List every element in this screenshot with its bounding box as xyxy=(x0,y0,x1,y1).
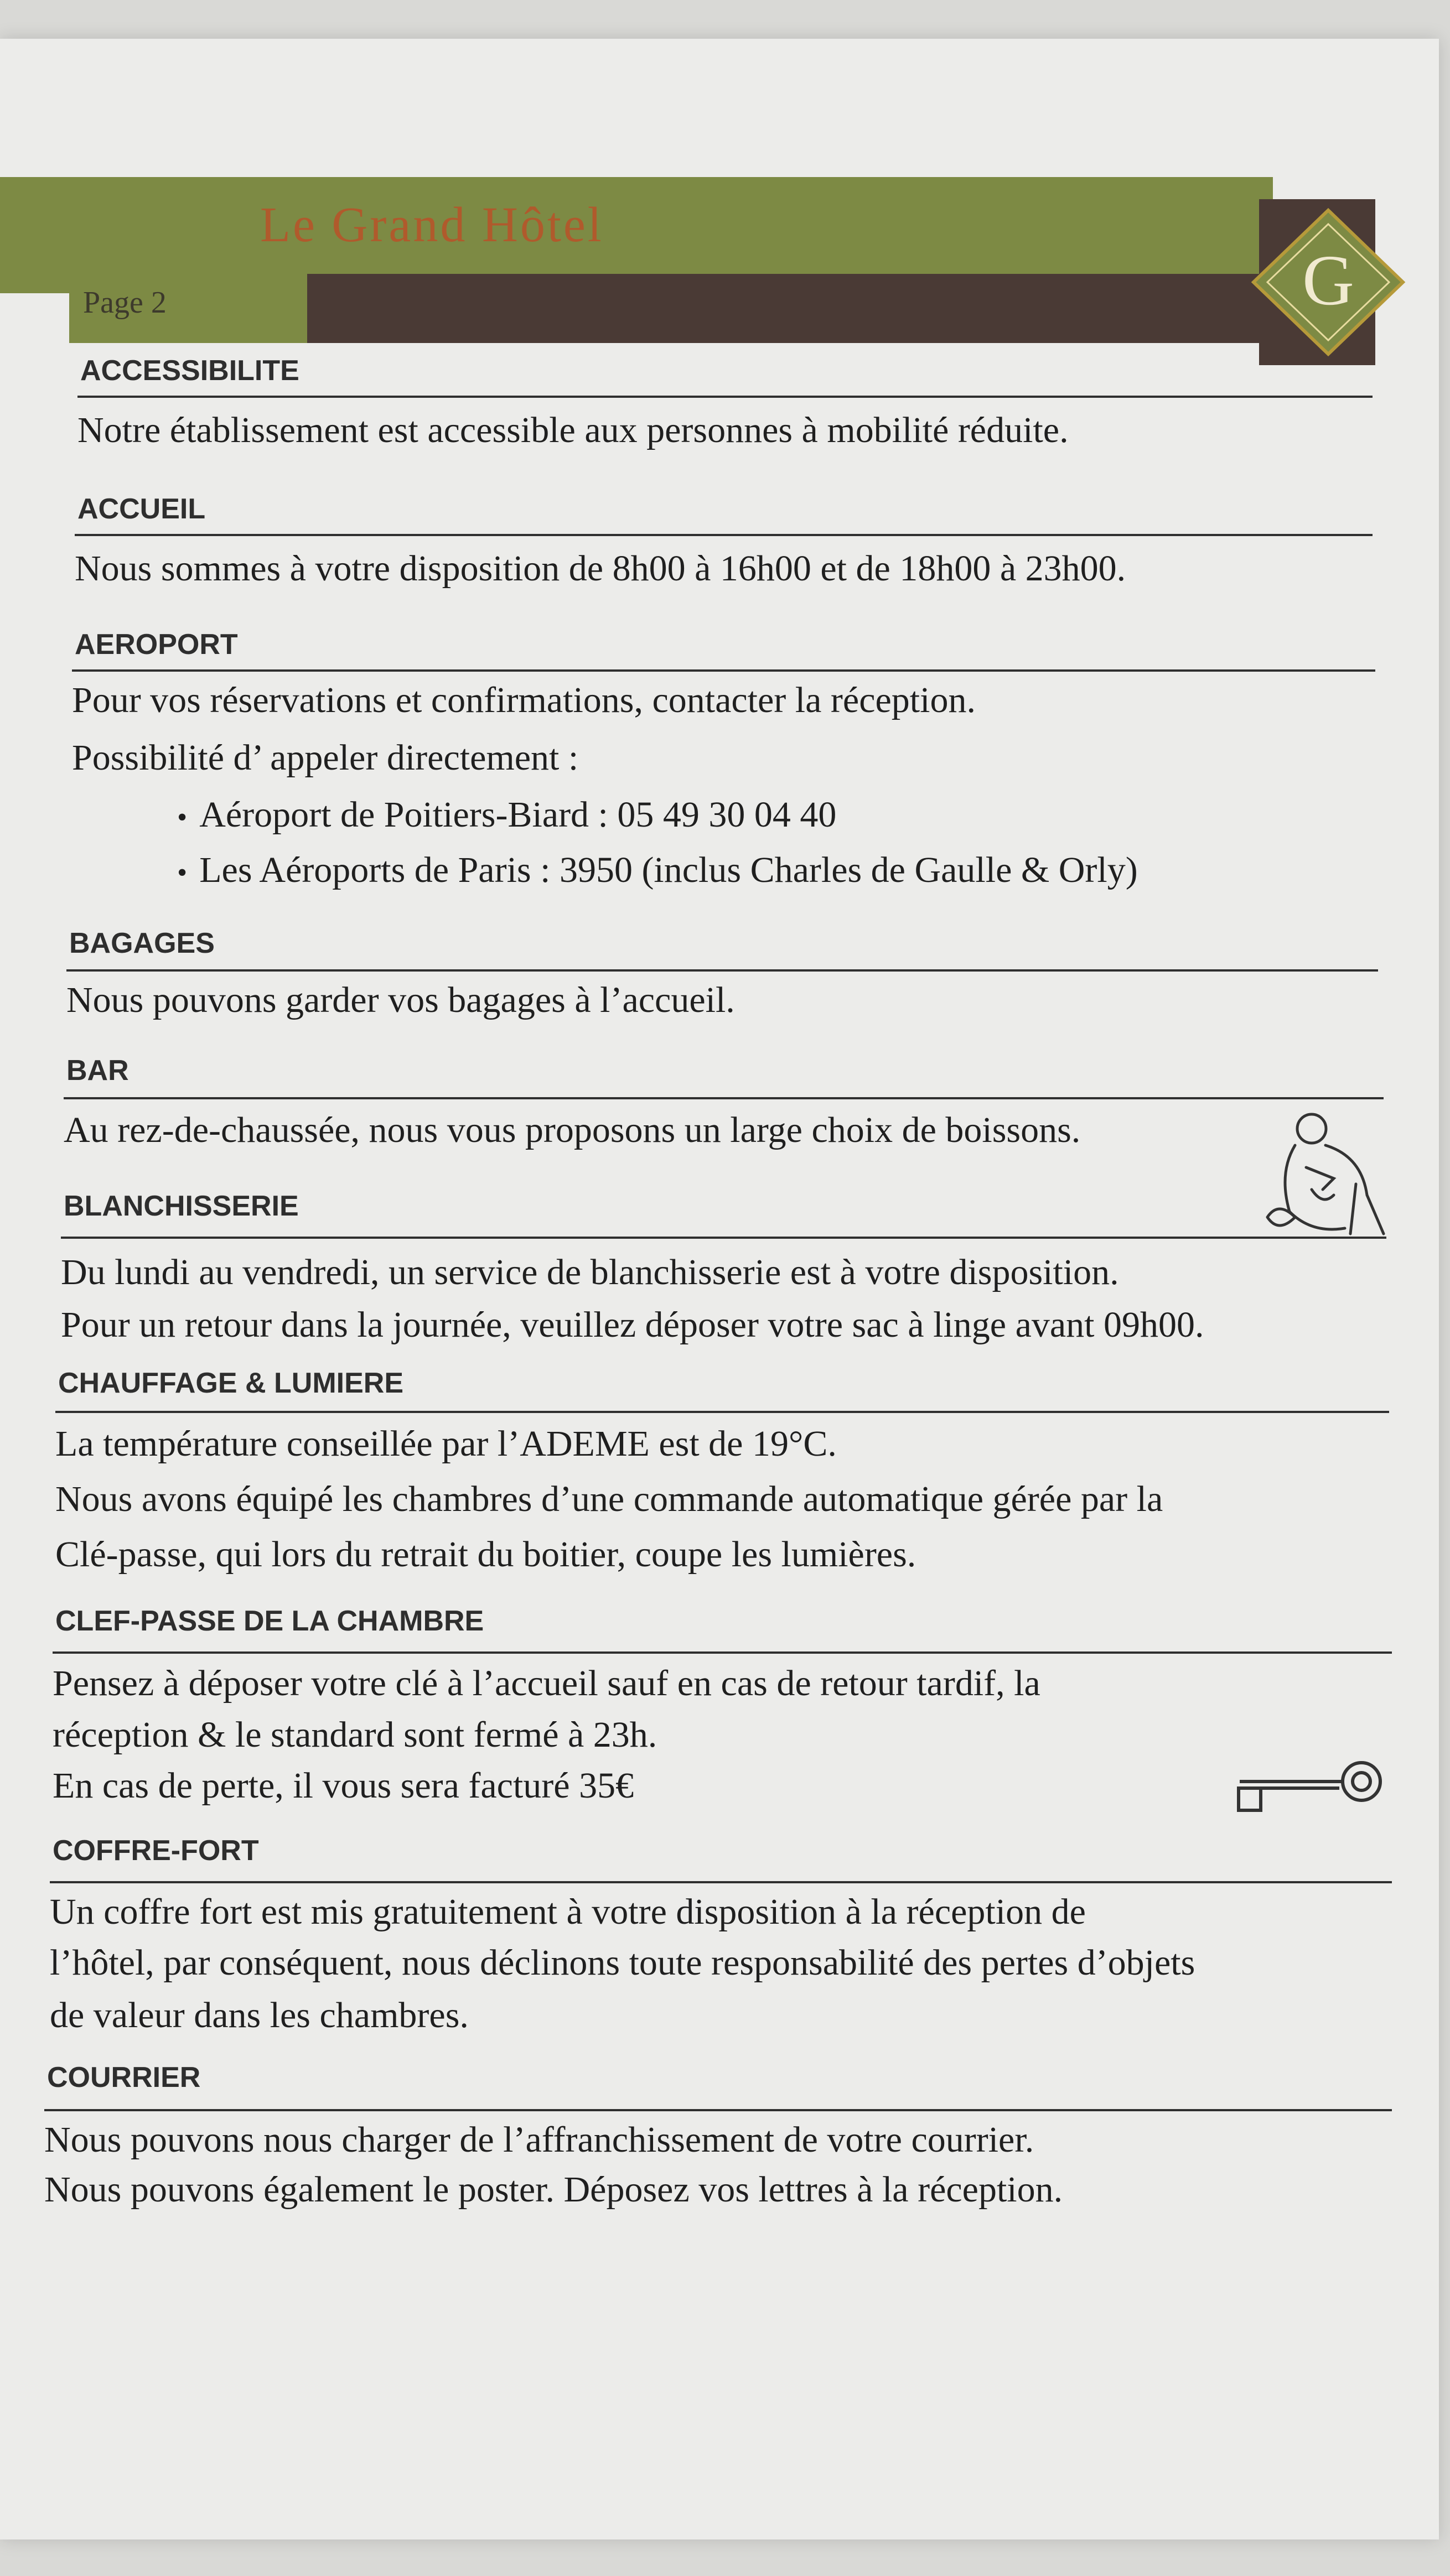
list-item: • Aéroport de Poitiers-Biard : 05 49 30 04 40 xyxy=(177,794,836,836)
section-title-coffre-fort: COFFRE-FORT xyxy=(53,1835,259,1867)
section-rule xyxy=(75,534,1373,536)
header-subband xyxy=(307,274,1259,343)
key-icon xyxy=(1229,1754,1395,1820)
section-text: Pour vos réservations et confirmations, contacter la réception. xyxy=(72,680,976,720)
section-text: Pensez à déposer votre clé à l’accueil sauf en cas de retour tardif, la xyxy=(53,1663,1040,1704)
section-text: En cas de perte, il vous sera facturé 35€ xyxy=(53,1765,634,1806)
section-text: Nous pouvons également le poster. Déposez vos lettres à la réception. xyxy=(44,2169,1063,2210)
section-text: Nous pouvons nous charger de l’affranchissement de votre courrier. xyxy=(44,2120,1034,2160)
logo-letter: G xyxy=(1302,241,1354,320)
section-rule xyxy=(50,1881,1392,1883)
section-rule xyxy=(44,2109,1392,2111)
hotel-logo-icon xyxy=(1245,199,1411,365)
section-title-accessibilite: ACCESSIBILITE xyxy=(80,355,299,387)
list-item: • Les Aéroports de Paris : 3950 (inclus Charles de Gaulle & Orly) xyxy=(177,849,1138,891)
section-rule xyxy=(77,396,1373,398)
section-rule xyxy=(61,1237,1386,1239)
section-text: réception & le standard sont fermé à 23h. xyxy=(53,1715,657,1755)
section-rule xyxy=(66,969,1378,972)
section-title-courrier: COURRIER xyxy=(47,2061,201,2094)
page-number: Page 2 xyxy=(83,285,167,320)
section-title-chauffage-lumiere: CHAUFFAGE & LUMIERE xyxy=(58,1367,403,1399)
section-text: Pour un retour dans la journée, veuillez déposer votre sac à linge avant 09h00. xyxy=(61,1305,1204,1345)
section-rule xyxy=(55,1411,1389,1413)
brand-title: Le Grand Hôtel xyxy=(260,198,604,252)
section-title-aeroport: AEROPORT xyxy=(75,629,238,661)
section-text: Nous avons équipé les chambres d’une commande automatique gérée par la xyxy=(55,1479,1163,1519)
section-title-clef-passe: CLEF-PASSE DE LA CHAMBRE xyxy=(55,1605,484,1637)
section-text: Au rez-de-chaussée, nous vous proposons un large choix de boissons. xyxy=(64,1110,1081,1150)
section-text: l’hôtel, par conséquent, nous déclinons toute responsabilité des pertes d’objets xyxy=(50,1943,1195,1983)
section-title-bagages: BAGAGES xyxy=(69,927,215,959)
section-rule xyxy=(64,1097,1384,1099)
section-rule xyxy=(53,1651,1392,1654)
section-text: Clé-passe, qui lors du retrait du boitier, coupe les lumières. xyxy=(55,1534,916,1575)
section-text: Nous pouvons garder vos bagages à l’accueil. xyxy=(66,980,735,1020)
section-text: Un coffre fort est mis gratuitement à votre disposition à la réception de xyxy=(50,1892,1086,1932)
section-text: Notre établissement est accessible aux personnes à mobilité réduite. xyxy=(77,410,1069,450)
section-title-accueil: ACCUEIL xyxy=(77,493,206,525)
section-text: Possibilité d’ appeler directement : xyxy=(72,738,579,778)
section-text: La température conseillée par l’ADEME est de 19°C. xyxy=(55,1424,837,1464)
section-text: de valeur dans les chambres. xyxy=(50,1995,469,2035)
section-text: Du lundi au vendredi, un service de blanchisserie est à votre disposition. xyxy=(61,1252,1119,1292)
section-title-blanchisserie: BLANCHISSERIE xyxy=(64,1190,299,1222)
waiter-illustration-icon xyxy=(1256,1107,1400,1245)
section-title-bar: BAR xyxy=(66,1055,129,1087)
section-rule xyxy=(72,669,1375,672)
section-text: Nous sommes à votre disposition de 8h00 à 16h00 et de 18h00 à 23h00. xyxy=(75,548,1126,589)
